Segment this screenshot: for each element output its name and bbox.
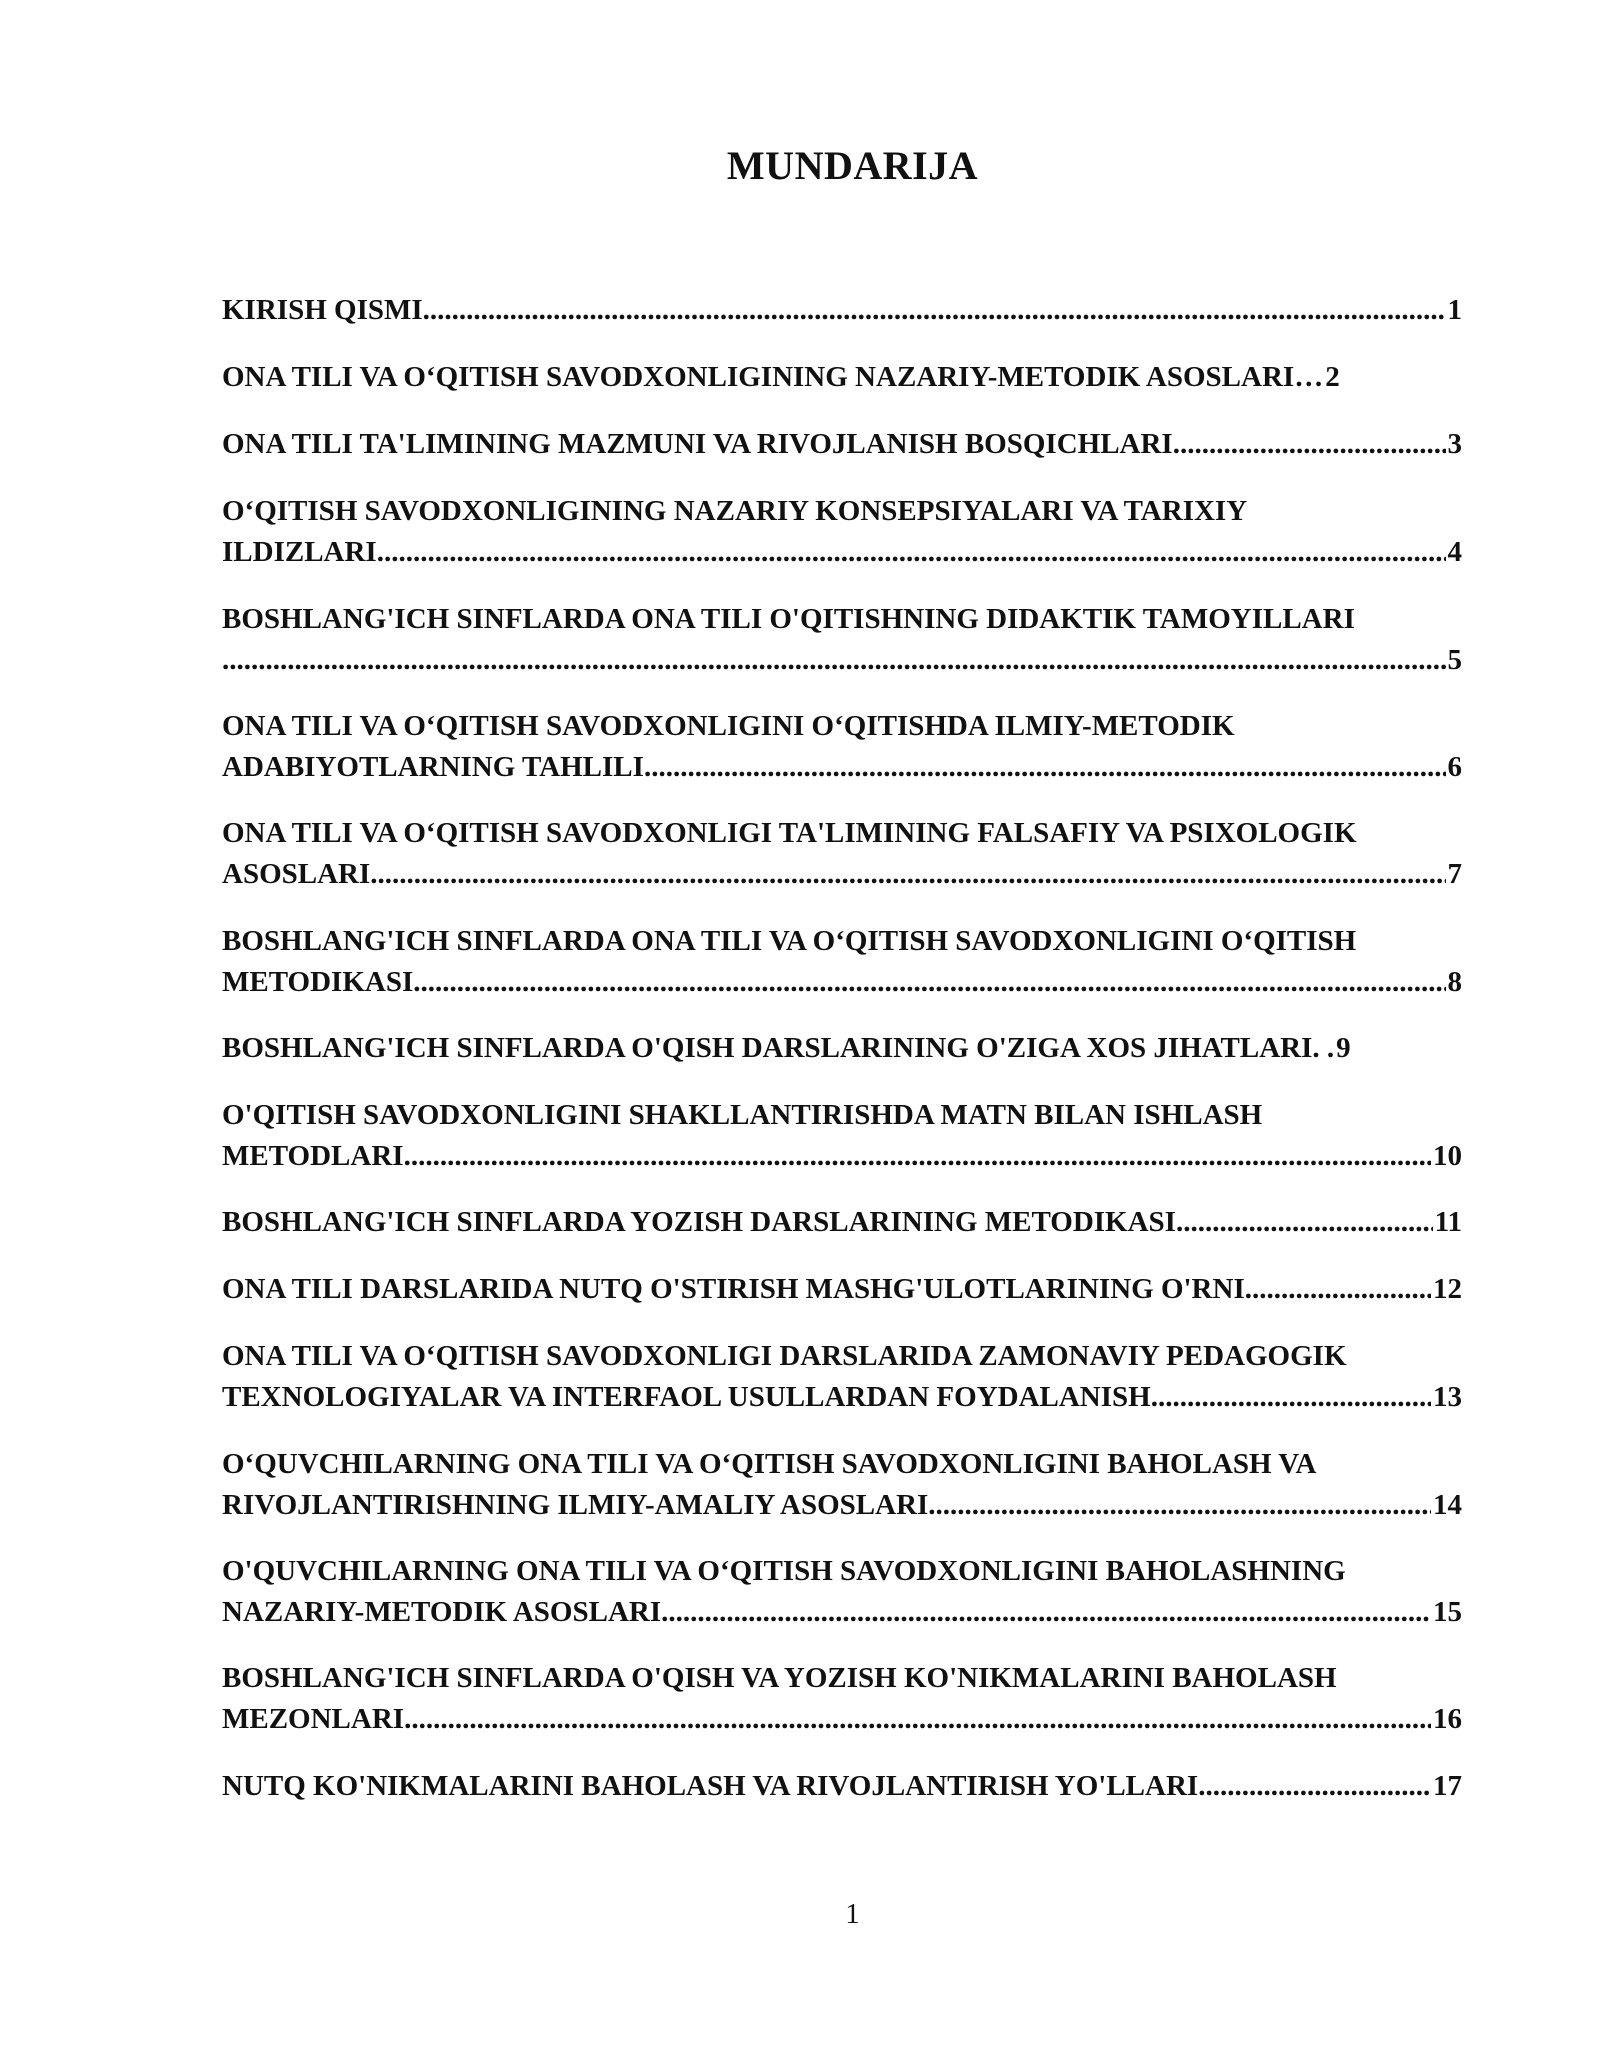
toc-line — [222, 1336, 1462, 1377]
toc-entry[interactable] — [222, 1269, 1462, 1310]
toc-entry[interactable] — [222, 1028, 1462, 1069]
toc-leader-dots — [928, 1485, 1431, 1526]
toc-line — [222, 1028, 1462, 1069]
toc-entry[interactable] — [222, 813, 1462, 895]
toc-entry-title: O'QUVCHILARNING ONA TILI VA O‘QITISH SAVODXONLIGINI BAHOLASHNING — [222, 1555, 1346, 1587]
toc-entry-title-continued: NAZARIY-METODIK ASOSLARI — [222, 1596, 662, 1628]
toc-entry-page: 4 — [1447, 536, 1462, 568]
toc-entry[interactable] — [222, 424, 1462, 465]
toc-leader-dots — [644, 747, 1446, 788]
toc-entry-title-continued: MEZONLARI — [222, 1703, 405, 1735]
toc-entry-page: 10 — [1433, 1140, 1462, 1172]
toc-leader-dots — [661, 1592, 1431, 1633]
toc-entry[interactable] — [222, 1444, 1462, 1526]
toc-entry-title: ONA TILI VA O‘QITISH SAVODXONLIGINI O‘QITISHDA ILMIY-METODIK — [222, 710, 1235, 742]
toc-entry-page: 7 — [1447, 858, 1462, 890]
toc-line — [222, 290, 1462, 331]
toc-entry-title: ONA TILI VA O‘QITISH SAVODXONLIGINING NAZARIY-METODIK ASOSLARI… — [222, 361, 1324, 393]
toc-entry-page: 9 — [1336, 1032, 1351, 1064]
toc-line — [222, 1377, 1462, 1418]
toc-entry-title: BOSHLANG'ICH SINFLARDA ONA TILI VA O‘QITISH SAVODXONLIGINI O‘QITISH — [222, 925, 1357, 957]
toc-entry-page: 15 — [1433, 1596, 1462, 1628]
toc-leader-dots — [222, 640, 1446, 681]
toc-entry[interactable] — [222, 1766, 1462, 1807]
toc-entry-title: BOSHLANG'ICH SINFLARDA ONA TILI O'QITISHNING DIDAKTIK TAMOYILLARI — [222, 603, 1355, 635]
toc-line — [222, 921, 1462, 962]
toc-entry-title-continued: TEXNOLOGIYALAR VA INTERFAOL USULLARDAN FOYDALANISH — [222, 1381, 1151, 1413]
toc-line — [222, 747, 1462, 788]
toc-entry-title: ONA TILI VA O‘QITISH SAVODXONLIGI TA'LIMINING FALSAFIY VA PSIXOLOGIK — [222, 817, 1357, 849]
toc-entry-page: 6 — [1447, 751, 1462, 783]
toc-line — [222, 357, 1462, 398]
toc-leader-dots — [370, 854, 1445, 895]
toc-line — [222, 962, 1462, 1003]
toc-entry-page: 16 — [1433, 1703, 1462, 1735]
toc-entry[interactable] — [222, 1658, 1462, 1740]
toc-line — [222, 1095, 1462, 1136]
toc-leader-dots — [404, 1699, 1431, 1740]
toc-entry-title: KIRISH QISMI — [222, 294, 423, 326]
toc-entry-page: 12 — [1433, 1273, 1462, 1305]
toc-leader-dots — [413, 962, 1445, 1003]
toc-entry-page: 13 — [1433, 1381, 1462, 1413]
toc-line — [222, 1658, 1462, 1699]
toc-entry-title-continued: ILDIZLARI — [222, 536, 377, 568]
toc-entry-title: NUTQ KO'NIKMALARINI BAHOLASH VA RIVOJLANTIRISH YO'LLARI — [222, 1770, 1199, 1802]
toc-line — [222, 854, 1462, 895]
toc-line — [222, 532, 1462, 573]
toc-entry-page: 3 — [1447, 428, 1462, 460]
toc-entry[interactable] — [222, 1551, 1462, 1633]
toc-entry-page: 1 — [1447, 294, 1462, 326]
toc-entry-title: BOSHLANG'ICH SINFLARDA O'QISH VA YOZISH KO'NIKMALARINI BAHOLASH — [222, 1662, 1337, 1694]
toc-leader-dots — [1198, 1766, 1431, 1807]
toc-entry[interactable] — [222, 357, 1462, 398]
toc-leader-dots — [377, 532, 1446, 573]
toc-line — [222, 491, 1462, 532]
toc-entry-title: ONA TILI DARSLARIDA NUTQ O'STIRISH MASHG'ULOTLARINING O'RNI — [222, 1273, 1245, 1305]
toc-entry-title-continued: RIVOJLANTIRISHNING ILMIY-AMALIY ASOSLARI — [222, 1489, 929, 1521]
toc-entry[interactable] — [222, 290, 1462, 331]
toc-entry-title: O‘QUVCHILARNING ONA TILI VA O‘QITISH SAVODXONLIGINI BAHOLASH VA — [222, 1448, 1317, 1480]
toc-entry-page: 11 — [1434, 1206, 1462, 1238]
toc-line — [222, 599, 1462, 640]
toc-entry[interactable] — [222, 706, 1462, 788]
toc-entry-title-continued: METODLARI — [222, 1140, 404, 1172]
toc-line — [222, 1444, 1462, 1485]
toc-entry[interactable] — [222, 491, 1462, 573]
toc-line — [222, 1202, 1462, 1243]
toc-line — [222, 1136, 1462, 1177]
toc-leader-dots — [404, 1136, 1431, 1177]
toc-leader-dots — [1245, 1269, 1431, 1310]
toc-entry-page: 2 — [1325, 361, 1340, 393]
toc-entry[interactable] — [222, 1202, 1462, 1243]
toc-entry-title: BOSHLANG'ICH SINFLARDA O'QISH DARSLARINING O'ZIGA XOS JIHATLARI. . — [222, 1032, 1335, 1064]
toc-entry-title-continued: METODIKASI — [222, 966, 414, 998]
toc-entry-page: 8 — [1447, 966, 1462, 998]
toc-entry-title: O'QITISH SAVODXONLIGINI SHAKLLANTIRISHDA MATN BILAN ISHLASH — [222, 1099, 1263, 1131]
toc-line — [222, 640, 1462, 681]
page-title: MUNDARIJA — [726, 143, 979, 188]
toc-leader-dots — [1151, 1377, 1431, 1418]
toc-entry-title: ONA TILI TA'LIMINING MAZMUNI VA RIVOJLANISH BOSQICHLARI — [222, 428, 1173, 460]
toc-line — [222, 1485, 1462, 1526]
toc-entry-title: O‘QITISH SAVODXONLIGINING NAZARIY KONSEPSIYALARI VA TARIXIY — [222, 495, 1248, 527]
toc-entry[interactable] — [222, 921, 1462, 1003]
toc-entry-page: 5 — [1447, 644, 1462, 676]
toc-line — [222, 1551, 1462, 1592]
toc-line — [222, 1699, 1462, 1740]
toc-entry-title: ONA TILI VA O‘QITISH SAVODXONLIGI DARSLARIDA ZAMONAVIY PEDAGOGIK — [222, 1340, 1347, 1372]
page-number: 1 — [845, 1898, 860, 1930]
toc-entry-page: 17 — [1433, 1770, 1462, 1802]
toc-entry[interactable] — [222, 1095, 1462, 1177]
toc-leader-dots — [1176, 1202, 1433, 1243]
toc-entry-title-continued: ASOSLARI — [222, 858, 371, 890]
toc-line — [222, 1766, 1462, 1807]
toc-entry[interactable] — [222, 599, 1462, 681]
toc-entry-title: BOSHLANG'ICH SINFLARDA YOZISH DARSLARINING METODIKASI — [222, 1206, 1176, 1238]
toc-line — [222, 706, 1462, 747]
toc-leader-dots — [423, 290, 1446, 331]
toc-line — [222, 1592, 1462, 1633]
toc-entry-title-continued: ADABIYOTLARNING TAHLILI — [222, 751, 644, 783]
toc-leader-dots — [1173, 424, 1446, 465]
toc-entry[interactable] — [222, 1336, 1462, 1418]
toc-line — [222, 813, 1462, 854]
toc-line — [222, 424, 1462, 465]
toc-line — [222, 1269, 1462, 1310]
toc-entry-page: 14 — [1433, 1489, 1462, 1521]
